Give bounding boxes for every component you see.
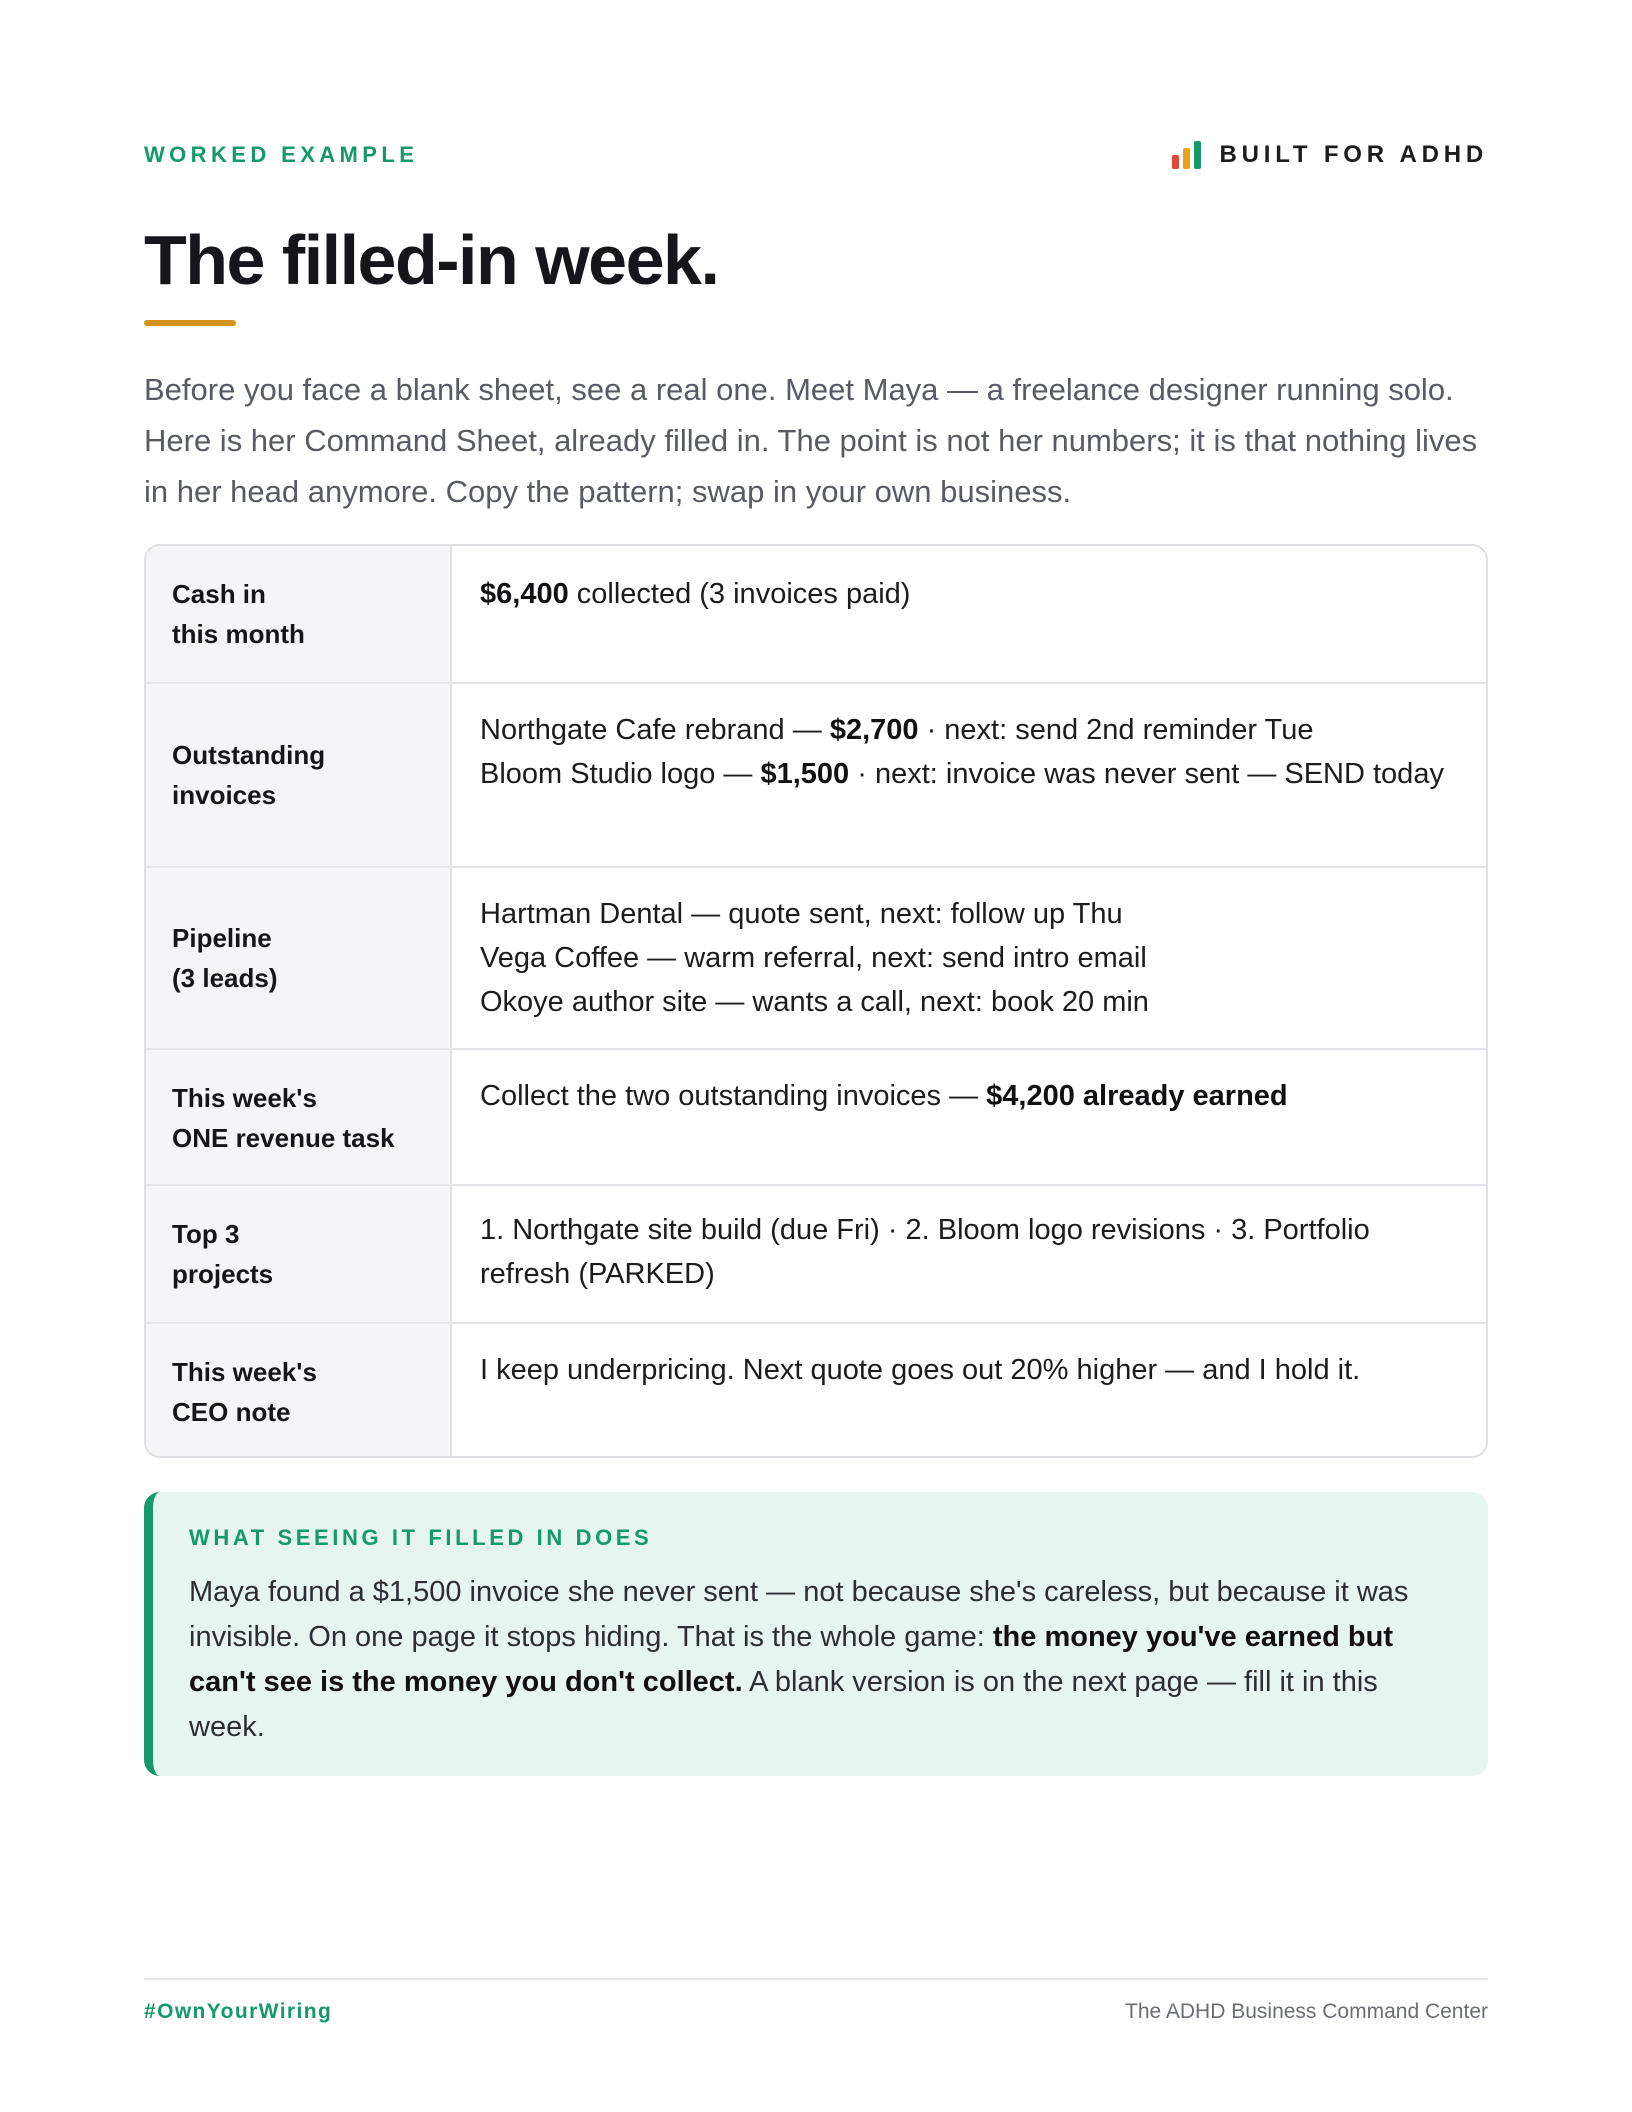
callout-emphasis: the money you've earned but can't see is the money you don't collect. — [189, 1621, 1393, 1698]
cash-amount: $6,400 — [480, 578, 569, 610]
row-value — [452, 1186, 1486, 1322]
page-title: The filled-in week. — [144, 221, 719, 299]
revenue-task-amount: $4,200 already earned — [986, 1080, 1288, 1112]
row-label-line: invoices — [172, 780, 277, 810]
row-label-line: This week's — [172, 1357, 317, 1387]
footer-divider — [144, 1978, 1488, 1980]
row-value — [452, 1324, 1486, 1456]
row-value — [452, 1050, 1486, 1184]
row-label-line: this month — [172, 619, 305, 649]
invoice-client: Northgate Cafe rebrand — — [480, 714, 830, 746]
row-value — [452, 546, 1486, 682]
footer-product-name: The ADHD Business Command Center — [1125, 2000, 1488, 2023]
row-value — [452, 684, 1486, 866]
table-row-invoices — [146, 682, 1486, 866]
cash-line — [480, 572, 1458, 616]
table-row-cash — [146, 546, 1486, 682]
invoice-next-step: · next: send 2nd reminder Tue — [918, 714, 1314, 746]
row-label-line: CEO note — [172, 1397, 291, 1427]
footer-hashtag: #OwnYourWiring — [144, 2000, 333, 2023]
row-label-line: Pipeline — [172, 923, 272, 953]
table-row-revenue-task — [146, 1048, 1486, 1184]
invoice-line — [480, 708, 1458, 752]
row-label-line: Top 3 — [172, 1219, 240, 1249]
page — [144, 0, 1488, 2112]
command-sheet-table — [144, 544, 1488, 1458]
cash-text: collected (3 invoices paid) — [568, 578, 911, 610]
row-label — [146, 1324, 452, 1456]
bar-chart-icon — [1172, 141, 1201, 169]
eyebrow-label: WORKED EXAMPLE — [144, 142, 419, 167]
insight-callout — [144, 1492, 1488, 1776]
invoice-amount: $2,700 — [829, 714, 919, 746]
invoice-amount: $1,500 — [760, 758, 850, 790]
table-row-projects — [146, 1184, 1486, 1322]
callout-text: A blank version is on the next page — fill it in this week. — [189, 1666, 1378, 1743]
table-row-pipeline — [146, 866, 1486, 1048]
revenue-task-text: Collect the two outstanding invoices — — [480, 1080, 987, 1112]
title-underline — [144, 320, 236, 326]
intro-paragraph: Before you face a blank sheet, see a real one. Meet Maya — a freelance designer running solo. Here is her Command Sheet, already filled in. The point is not her numbers; it is that nothing lives in her head anymore. Copy the pattern; swap in your own business. — [144, 372, 1478, 509]
callout-heading: WHAT SEEING IT FILLED IN DOES — [189, 1525, 653, 1550]
ceo-note-text: I keep underpricing. Next quote goes out 20% higher — and I hold it. — [480, 1354, 1361, 1386]
row-label-line: Cash in — [172, 579, 266, 609]
top-bar — [144, 140, 1488, 170]
row-label-line: projects — [172, 1259, 274, 1289]
brand-label: BUILT FOR ADHD — [1219, 141, 1488, 168]
pipeline-lead: Okoye author site — wants a call, next: book 20 min — [480, 986, 1149, 1018]
projects-text: 1. Northgate site build (due Fri) · 2. Bloom logo revisions · 3. Portfolio refresh (PARKED) — [480, 1214, 1370, 1290]
row-label — [146, 868, 452, 1048]
row-label — [146, 684, 452, 866]
pipeline-lead: Hartman Dental — quote sent, next: follow up Thu — [480, 898, 1123, 930]
invoice-line — [480, 752, 1458, 796]
bar-chart-icon-bar-tall — [1194, 141, 1201, 169]
row-value — [452, 868, 1486, 1048]
row-label-line: (3 leads) — [172, 963, 278, 993]
invoice-next-step: · next: invoice was never sent — SEND today — [849, 758, 1444, 790]
revenue-task-line — [480, 1074, 1458, 1118]
row-label — [146, 546, 452, 682]
callout-body — [189, 1570, 1459, 1750]
bar-chart-icon-bar-mid — [1183, 148, 1190, 169]
brand-badge — [1172, 140, 1488, 170]
row-label-line: ONE revenue task — [172, 1123, 395, 1153]
row-label-line: Outstanding — [172, 740, 326, 770]
row-label — [146, 1050, 452, 1184]
invoice-client: Bloom Studio logo — — [480, 758, 761, 790]
row-label — [146, 1186, 452, 1322]
bar-chart-icon-bar-short — [1172, 155, 1179, 169]
callout-text: Maya found a $1,500 invoice she never sent — not because she's careless, but because it was invisible. On one page it stops hiding. That is the whole game: — [189, 1576, 1409, 1653]
table-row-ceo-note — [146, 1322, 1486, 1456]
row-label-line: This week's — [172, 1083, 317, 1113]
pipeline-lead: Vega Coffee — warm referral, next: send intro email — [480, 942, 1147, 974]
